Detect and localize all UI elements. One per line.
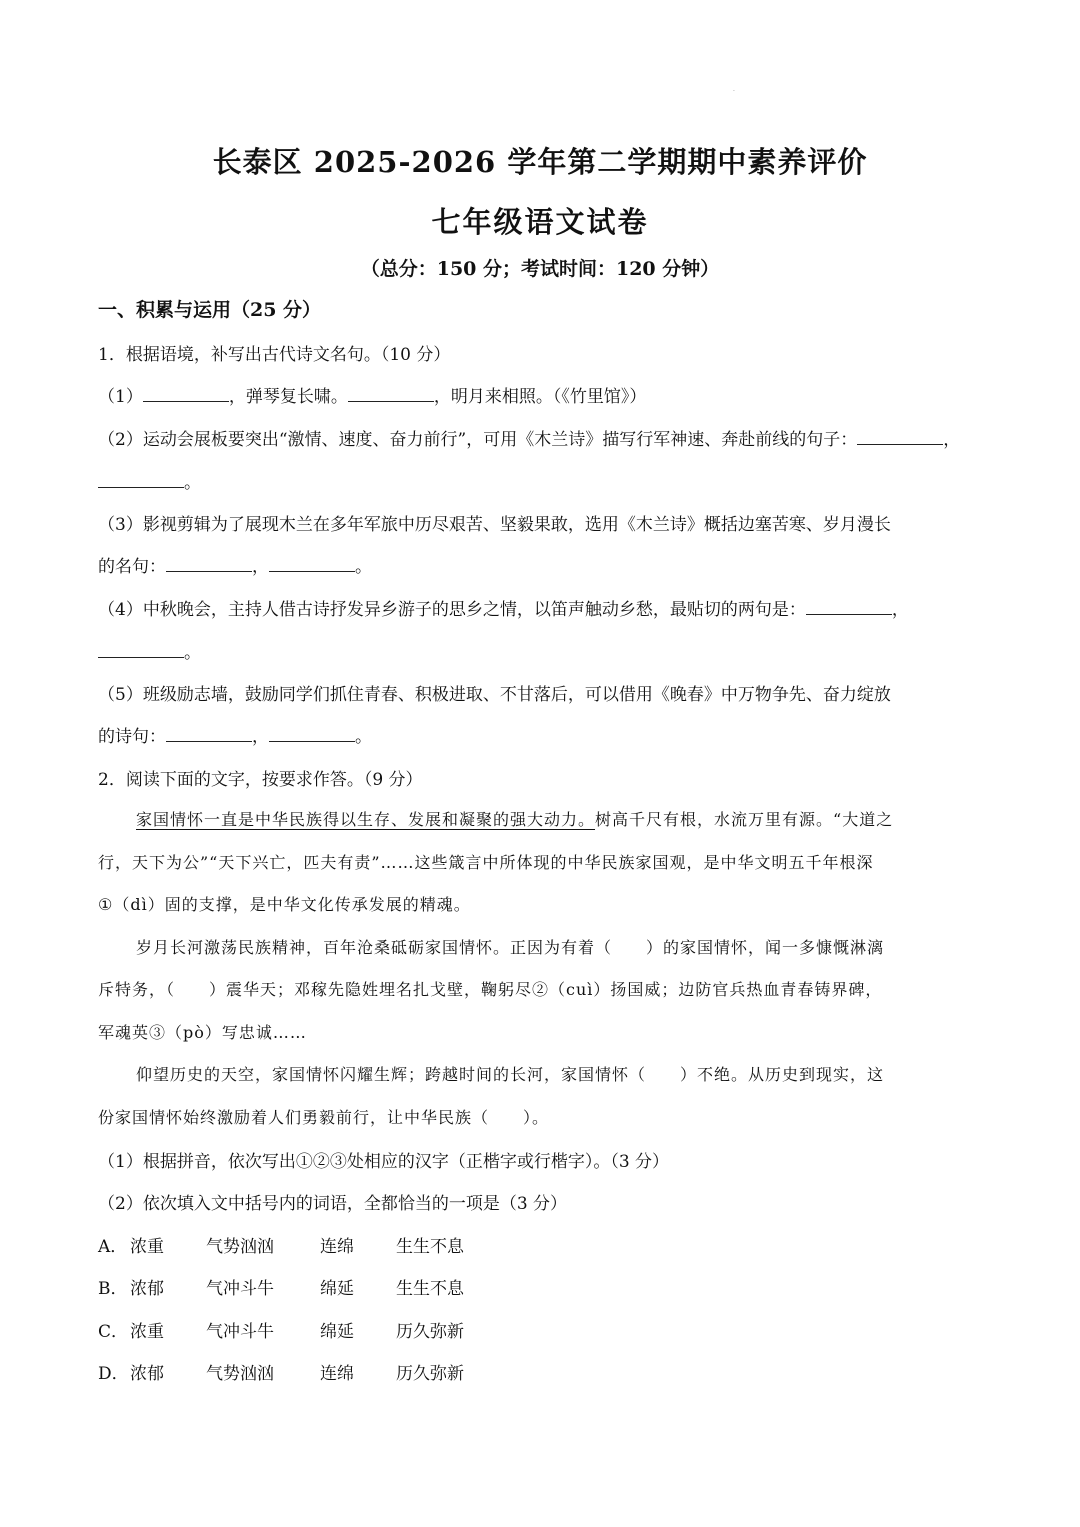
- answer-blank[interactable]: [98, 471, 184, 488]
- q1-part5: （5）班级励志墙，鼓励同学们抓住青春、积极进取、不甘落后，可以借用《晚春》中万物争先、奋力绽放: [98, 685, 891, 705]
- q1-part1: [98, 382, 646, 407]
- period: 。: [355, 727, 372, 747]
- option-label: B．: [98, 1279, 128, 1299]
- underlined-sentence: 家国情怀一直是中华民族得以生存、发展和凝聚的强大动力。: [136, 810, 596, 829]
- q2-sub1: （1）根据拼音，依次写出①②③处相应的汉字（正楷字或行楷字）。（3 分）: [98, 1152, 670, 1172]
- passage-para2-line3: 军魂英③（pò）写忠诚……: [98, 1023, 307, 1042]
- passage-para2: 岁月长河激荡民族精神，百年沧桑砥砺家国情怀。正因为有着（ ）的家国情怀，闻一多慷慨淋漓: [136, 938, 885, 957]
- q1-p1-pre: （1）: [98, 387, 143, 407]
- section-heading: 一、积累与运用（25 分）: [98, 299, 322, 321]
- answer-blank[interactable]: [269, 725, 355, 742]
- answer-blank[interactable]: [857, 428, 943, 445]
- q1-part2-cont: [98, 468, 201, 493]
- period: 。: [184, 643, 201, 663]
- q1-p1-mid: ，弹琴复长啸。: [228, 387, 348, 407]
- option-word: 历久弥新: [396, 1364, 464, 1384]
- passage-para3-line2: 份家国情怀始终激励着人们勇毅前行，让中华民族（ ）。: [98, 1108, 550, 1127]
- q1-part3: （3）影视剪辑为了展现木兰在多年军旅中历尽艰苦、坚毅果敢，选用《木兰诗》概括边塞苦寒、岁月漫长: [98, 515, 891, 535]
- option-word: 浓郁: [130, 1364, 164, 1384]
- score-info: （总分：150 分；考试时间：120 分钟）: [360, 258, 720, 280]
- exam-subtitle: 七年级语文试卷: [431, 205, 649, 239]
- option-word: 气势汹汹: [206, 1364, 274, 1384]
- passage-para2-line2: 斥特务，（ ）震华天；邓稼先隐姓埋名扎戈壁，鞠躬尽②（cuì）扬国威；边防官兵热血青春铸界碑，: [98, 980, 883, 999]
- option-label: A．: [98, 1237, 128, 1257]
- para1-rest: 树高千尺有根，水流万里有源。“大道之: [595, 810, 894, 829]
- comma: ，: [891, 600, 909, 620]
- comma: ，: [252, 727, 269, 747]
- option-word: 生生不息: [396, 1237, 464, 1257]
- answer-blank[interactable]: [143, 385, 229, 402]
- period: 。: [184, 473, 201, 493]
- q1-p3-cont: 的名句：: [98, 557, 166, 577]
- q1-p5-cont: 的诗句：: [98, 727, 166, 747]
- option-word: 连绵: [320, 1237, 354, 1257]
- option-word: 浓郁: [130, 1279, 164, 1299]
- q1-p1-end: ，明月来相照。（《竹里馆》）: [433, 387, 647, 407]
- passage-para3: 仰望历史的天空，家国情怀闪耀生辉；跨越时间的长河，家国情怀（ ）不绝。从历史到现实，这: [136, 1065, 885, 1084]
- q1-p4-text: （4）中秋晚会，主持人借古诗抒发异乡游子的思乡之情，以笛声触动乡愁，最贴切的两句是：: [98, 600, 806, 620]
- answer-blank[interactable]: [269, 555, 355, 572]
- option-word: 连绵: [320, 1364, 354, 1384]
- q1-stem: 1．根据语境，补写出古代诗文名句。（10 分）: [98, 345, 451, 365]
- q2-sub2: （2）依次填入文中括号内的词语，全都恰当的一项是（3 分）: [98, 1194, 568, 1214]
- answer-blank[interactable]: [98, 641, 184, 658]
- q1-part3-cont: [98, 552, 372, 577]
- comma: ，: [252, 557, 269, 577]
- scan-dot: ·: [733, 88, 735, 95]
- answer-blank[interactable]: [166, 555, 252, 572]
- option-word: 绵延: [320, 1322, 354, 1342]
- option-c[interactable]: [98, 1317, 464, 1342]
- q1-p2-text: （2）运动会展板要突出“激情、速度、奋力前行”，可用《木兰诗》描写行军神速、奔赴前线的句子：: [98, 430, 858, 450]
- q1-part5-cont: [98, 722, 372, 747]
- answer-blank[interactable]: [166, 725, 252, 742]
- passage-para1: [136, 807, 893, 830]
- option-word: 气势汹汹: [206, 1237, 274, 1257]
- q2-stem: 2．阅读下面的文字，按要求作答。（9 分）: [98, 770, 423, 790]
- q1-part4: [98, 595, 909, 620]
- exam-title: 长泰区 2025-2026 学年第二学期期中素养评价: [212, 145, 868, 179]
- option-b[interactable]: [98, 1274, 464, 1299]
- option-word: 生生不息: [396, 1279, 464, 1299]
- answer-blank[interactable]: [806, 598, 892, 615]
- passage-para1-line2: 行，天下为公”“天下兴亡，匹夫有责”……这些箴言中所体现的中华民族家国观，是中华文明五千年根深: [98, 853, 874, 872]
- q1-part4-cont: [98, 638, 201, 663]
- answer-blank[interactable]: [348, 385, 434, 402]
- option-word: 浓重: [130, 1322, 164, 1342]
- q1-part2: [98, 425, 960, 450]
- option-d[interactable]: [98, 1359, 464, 1384]
- option-word: 历久弥新: [396, 1322, 464, 1342]
- option-word: 气冲斗牛: [206, 1322, 274, 1342]
- option-word: 气冲斗牛: [206, 1279, 274, 1299]
- option-label: C．: [98, 1322, 129, 1342]
- option-label: D．: [98, 1364, 129, 1384]
- option-word: 浓重: [130, 1237, 164, 1257]
- period: 。: [355, 557, 372, 577]
- option-word: 绵延: [320, 1279, 354, 1299]
- comma: ，: [943, 430, 961, 450]
- option-a[interactable]: [98, 1232, 464, 1257]
- passage-para1-line3: ①（dì）固的支撑，是中华文化传承发展的精魂。: [98, 895, 471, 914]
